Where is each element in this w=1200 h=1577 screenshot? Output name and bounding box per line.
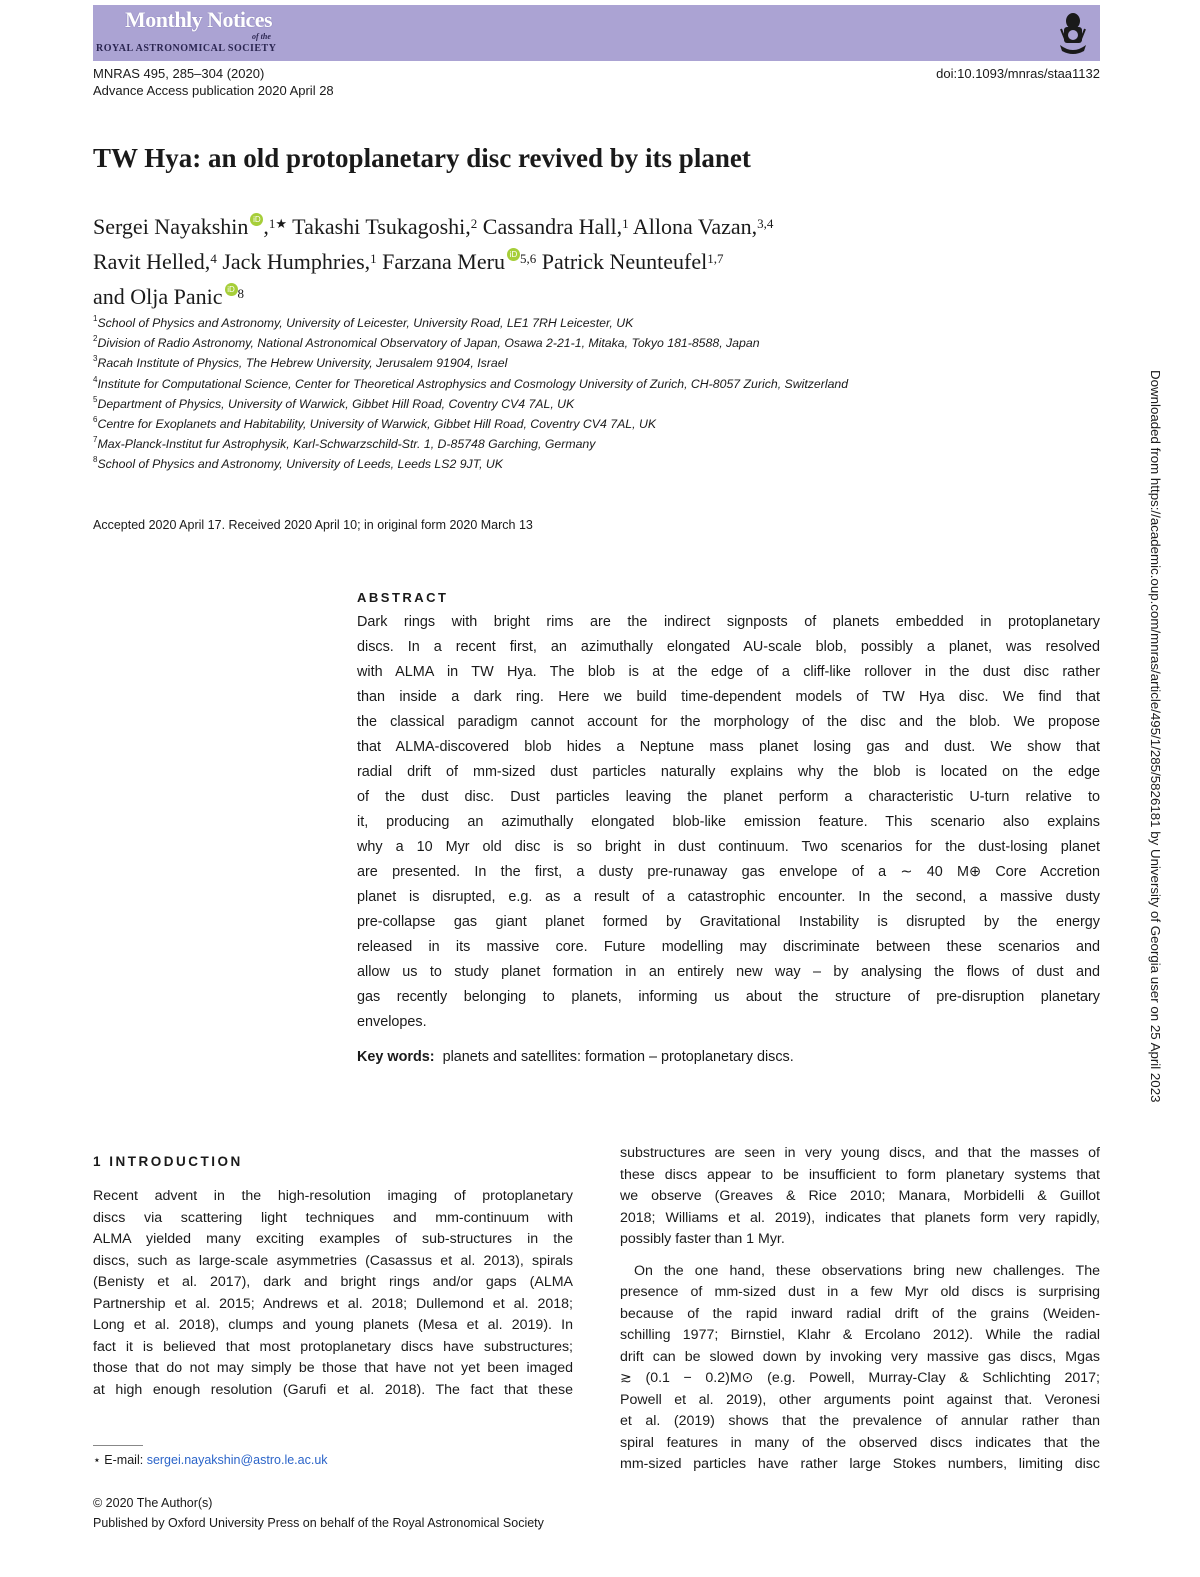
text-line: substructures are seen in very young discs, and that the masses of [620, 1145, 1100, 1161]
author-affiliation-marker: 8 [237, 286, 245, 301]
affiliation-number: 2 [93, 334, 98, 344]
journal-society: ROYAL ASTRONOMICAL SOCIETY [96, 43, 277, 54]
text-line: of the dust disc. Dust particles leaving the planet perform a characteristic U-turn relative to [357, 789, 1100, 805]
text-line: schilling 1977; Birnstiel, Klahr & Ercolano 2012). While the radial [620, 1327, 1100, 1343]
text-line: discs, such as large-scale asymmetries (Casassus et al. 2013), spirals [93, 1252, 573, 1269]
abstract-body [357, 610, 1100, 1035]
affiliation-text: Racah Institute of Physics, The Hebrew University, Jerusalem 91904, Israel [97, 356, 508, 371]
orcid-icon[interactable]: iD [507, 248, 520, 261]
affiliation-number: 8 [93, 455, 98, 465]
text-line: drift can be slowed down by invoking very massive gas discs, Mgas [620, 1348, 1100, 1365]
author-email-link[interactable]: sergei.nayakshin@astro.le.ac.uk [146, 1453, 328, 1467]
author-name: Takashi Tsukagoshi, [292, 214, 471, 239]
text-line: because of the rapid inward radial drift of the grains (Weiden- [620, 1305, 1100, 1322]
affiliation-number: 7 [93, 435, 98, 445]
affiliation-list [93, 313, 1093, 475]
doi[interactable]: doi:10.1093/mnras/staa1132 [936, 66, 1100, 81]
text-line: et al. (2019) shows that the prevalence of annular rather than [620, 1413, 1100, 1429]
keywords [357, 1049, 794, 1065]
author-name: Farzana Meru [382, 249, 505, 274]
author-affiliation-marker: 3,4 [757, 216, 774, 231]
author-affiliation-marker: 4 [210, 251, 217, 266]
text-line: (Benisty et al. 2017), dark and bright rings and/or gaps (ALMA [93, 1274, 573, 1290]
text-line: discs. In a recent first, an azimuthally elongated AU-scale blob, possibly a planet, was resolved [357, 639, 1100, 655]
text-line: fact it is believed that most protoplanetary discs have substructures; [93, 1338, 573, 1355]
text-line: these discs appear to be insufficient to form planetary systems that [620, 1166, 1100, 1183]
abstract-heading: ABSTRACT [357, 590, 449, 605]
affiliation [93, 333, 1093, 353]
text-line: mm-sized particles have rather large Stokes numbers, limiting disc [620, 1456, 1100, 1472]
journal-header-band [93, 5, 1100, 61]
society-crest-icon [1055, 9, 1091, 57]
download-notice[interactable]: Downloaded from https://academic.oup.com/mnras/article/495/1/285/5826181 by University of Georgia user on 25 April 2023 [1148, 370, 1163, 1103]
text-line: spiral features in many of the observed discs indicates that the [620, 1434, 1100, 1451]
text-line: released in its massive core. Future modelling may discriminate between these scenarios and [357, 939, 1100, 955]
text-line: with ALMA in TW Hya. The blob is at the edge of a cliff-like rollover in the dust disc rather [357, 664, 1100, 680]
affiliation [93, 313, 1093, 333]
text-line: discs via scattering light techniques and mm-continuum with [93, 1209, 573, 1226]
right-column [620, 1143, 1100, 1476]
author-affiliation-marker: 5,6 [519, 251, 537, 266]
affiliation-number: 1 [93, 314, 98, 323]
orcid-icon[interactable]: iD [225, 283, 238, 296]
text-line: Dark rings with bright rims are the indirect signposts of planets embedded in protoplanetary [357, 614, 1100, 630]
affiliation [93, 394, 1093, 414]
text-line: planet is disrupted, e.g. as a result of a catastrophic encounter. In the second, a massive dusty [357, 889, 1100, 905]
text-line: Powell et al. 2019), other arguments point against that. Veronesi [620, 1391, 1100, 1408]
affiliation-text: Max-Planck-Institut fur Astrophysik, Karl-Schwarzschild-Str. 1, D-85748 Garching, Germany [97, 437, 596, 452]
text-line: the classical paradigm cannot account for the morphology of the disc and the blob. We propose [357, 714, 1100, 730]
advance-access: Advance Access publication 2020 April 28 [93, 83, 334, 98]
text-line: at high enough resolution (Garufi et al. 2018). The fact that these [93, 1381, 573, 1398]
text-line: those that do not may simply be those that have not yet been imaged [93, 1360, 573, 1376]
text-line: why a 10 Myr old disc is so bright in dust continuum. Two scenarios for the dust-losing planet [357, 839, 1100, 855]
text-line: pre-collapse gas giant planet formed by Gravitational Instability is disrupted by the energy [357, 914, 1100, 930]
text-line: we observe (Greaves & Rice 2010; Manara, Morbidelli & Guillot [620, 1188, 1100, 1204]
paragraph-gap [620, 1251, 1100, 1261]
author-name: and Olja Panic [93, 284, 223, 309]
affiliation [93, 414, 1093, 434]
journal-of: of the [252, 32, 271, 41]
affiliation [93, 353, 1093, 373]
author-affiliation-marker: 1 [622, 216, 629, 231]
affiliation-text: School of Physics and Astronomy, University of Leicester, University Road, LE1 7RH Leicester, UK [97, 316, 634, 330]
text-line: gas recently belonging to planets, informing us about the structure of pre-disruption planetary [357, 989, 1100, 1005]
author-name: Patrick Neunteufel [541, 249, 708, 274]
affiliation [93, 374, 1093, 394]
text-line: ALMA yielded many exciting examples of sub-structures in the [93, 1231, 573, 1247]
author-affiliation-marker: 1 [370, 251, 377, 266]
text-line: Long et al. 2018), clumps and young planets (Mesa et al. 2019). In [93, 1317, 573, 1333]
footnote-rule [93, 1445, 143, 1446]
affiliation-number: 5 [93, 394, 98, 404]
left-column [93, 1186, 573, 1401]
affiliation-text: Institute for Computational Science, Center for Theoretical Astrophysics and Cosmology University of Zurich, CH-8057 Zurich, Switzerland [97, 376, 849, 391]
author-name: Allona Vazan, [632, 214, 758, 239]
text-line: 2018; Williams et al. 2019), indicates that planets form very rapidly, [620, 1209, 1100, 1226]
keywords-text: planets and satellites: formation – protoplanetary discs. [442, 1049, 794, 1065]
affiliation [93, 434, 1093, 454]
affiliation [93, 454, 1093, 474]
footnote-label: ⋆ E-mail: [93, 1453, 144, 1467]
copyright-line: © 2020 The Author(s) [93, 1496, 213, 1510]
author-name: Ravit Helled, [93, 249, 211, 274]
text-line: possibly faster than 1 Myr. [620, 1231, 785, 1247]
text-line: On the one hand, these observations bring new challenges. The [634, 1262, 1100, 1279]
text-line: presence of mm-sized dust in a few Myr old discs is surprising [620, 1284, 1100, 1300]
footnote [93, 1452, 328, 1467]
author-affiliation-marker: 1★ [268, 216, 288, 231]
text-line: it, producing an azimuthally elongated blob-like emission feature. This scenario also explains [357, 814, 1100, 830]
publisher-line: Published by Oxford University Press on behalf of the Royal Astronomical Society [93, 1516, 544, 1530]
text-line: envelopes. [357, 1014, 427, 1030]
keywords-label: Key words: [357, 1049, 435, 1065]
text-line: Partnership et al. 2015; Andrews et al. 2018; Dullemond et al. 2018; [93, 1295, 573, 1312]
author-name: Cassandra Hall, [482, 214, 623, 239]
publication-dates: Accepted 2020 April 17. Received 2020 April 10; in original form 2020 March 13 [93, 518, 533, 532]
affiliation-number: 4 [93, 374, 98, 384]
text-line: that ALMA-discovered blob hides a Neptune mass planet losing gas and dust. We show that [357, 739, 1100, 755]
affiliation-text: Department of Physics, University of Warwick, Gibbet Hill Road, Coventry CV4 7AL, UK [97, 396, 575, 411]
author-name: Sergei Nayakshin [93, 214, 249, 239]
text-line: ≳ (0.1 − 0.2)M⊙ (e.g. Powell, Murray-Clay & Schlichting 2017; [620, 1370, 1100, 1386]
author-name: Jack Humphries, [222, 249, 371, 274]
affiliation-text: Centre for Exoplanets and Habitability, University of Warwick, Gibbet Hill Road, Coventry CV4 7AL, UK [97, 416, 657, 431]
affiliation-text: School of Physics and Astronomy, University of Leeds, Leeds LS2 9JT, UK [97, 457, 503, 472]
affiliation-number: 3 [93, 354, 98, 364]
text-line: radial drift of mm-sized dust particles naturally explains why the blob is located on the edge [357, 764, 1100, 780]
text-line: allow us to study planet formation in an entirely new way – by analysing the flows of dust and [357, 964, 1100, 980]
orcid-icon[interactable]: iD [250, 213, 263, 226]
section-heading: 1 INTRODUCTION [93, 1154, 243, 1169]
citation: MNRAS 495, 285–304 (2020) [93, 66, 265, 81]
affiliation-text: Division of Radio Astronomy, National Astronomical Observatory of Japan, Osawa 2-21-1, Mitaka, Tokyo 181-8588, Japan [97, 336, 760, 351]
author-affiliation-marker: 2 [470, 216, 478, 231]
author-affiliation-marker: 1,7 [707, 251, 724, 266]
copyright-block [93, 1493, 544, 1533]
paper-title: TW Hya: an old protoplanetary disc revived by its planet [93, 143, 751, 173]
text-line: are presented. In the first, a dusty pre-runaway gas envelope of a ∼ 40 M⊕ Core Accretion [357, 864, 1100, 880]
text-line: Recent advent in the high-resolution imaging of protoplanetary [93, 1188, 573, 1204]
affiliation-number: 6 [93, 414, 98, 424]
author-list: Sergei Nayakshin iD ,$^{1★}$ Takashi Tsukagoshi,$^2$ Cassandra Hall,$^1$ Allona Vazan,$^{3,4}$ Ravit Helled,$^4$ Jack Humphries,$^1$ Farzana Meru iD $^{5,6}$ Patrick Neunteufel$^{1,7}$ and Olja Panic iD $^8$ [93, 214, 774, 309]
journal-name: Monthly Notices [125, 7, 273, 32]
text-line: than inside a dark ring. Here we build time-dependent models of TW Hya disc. We find that [357, 689, 1100, 705]
